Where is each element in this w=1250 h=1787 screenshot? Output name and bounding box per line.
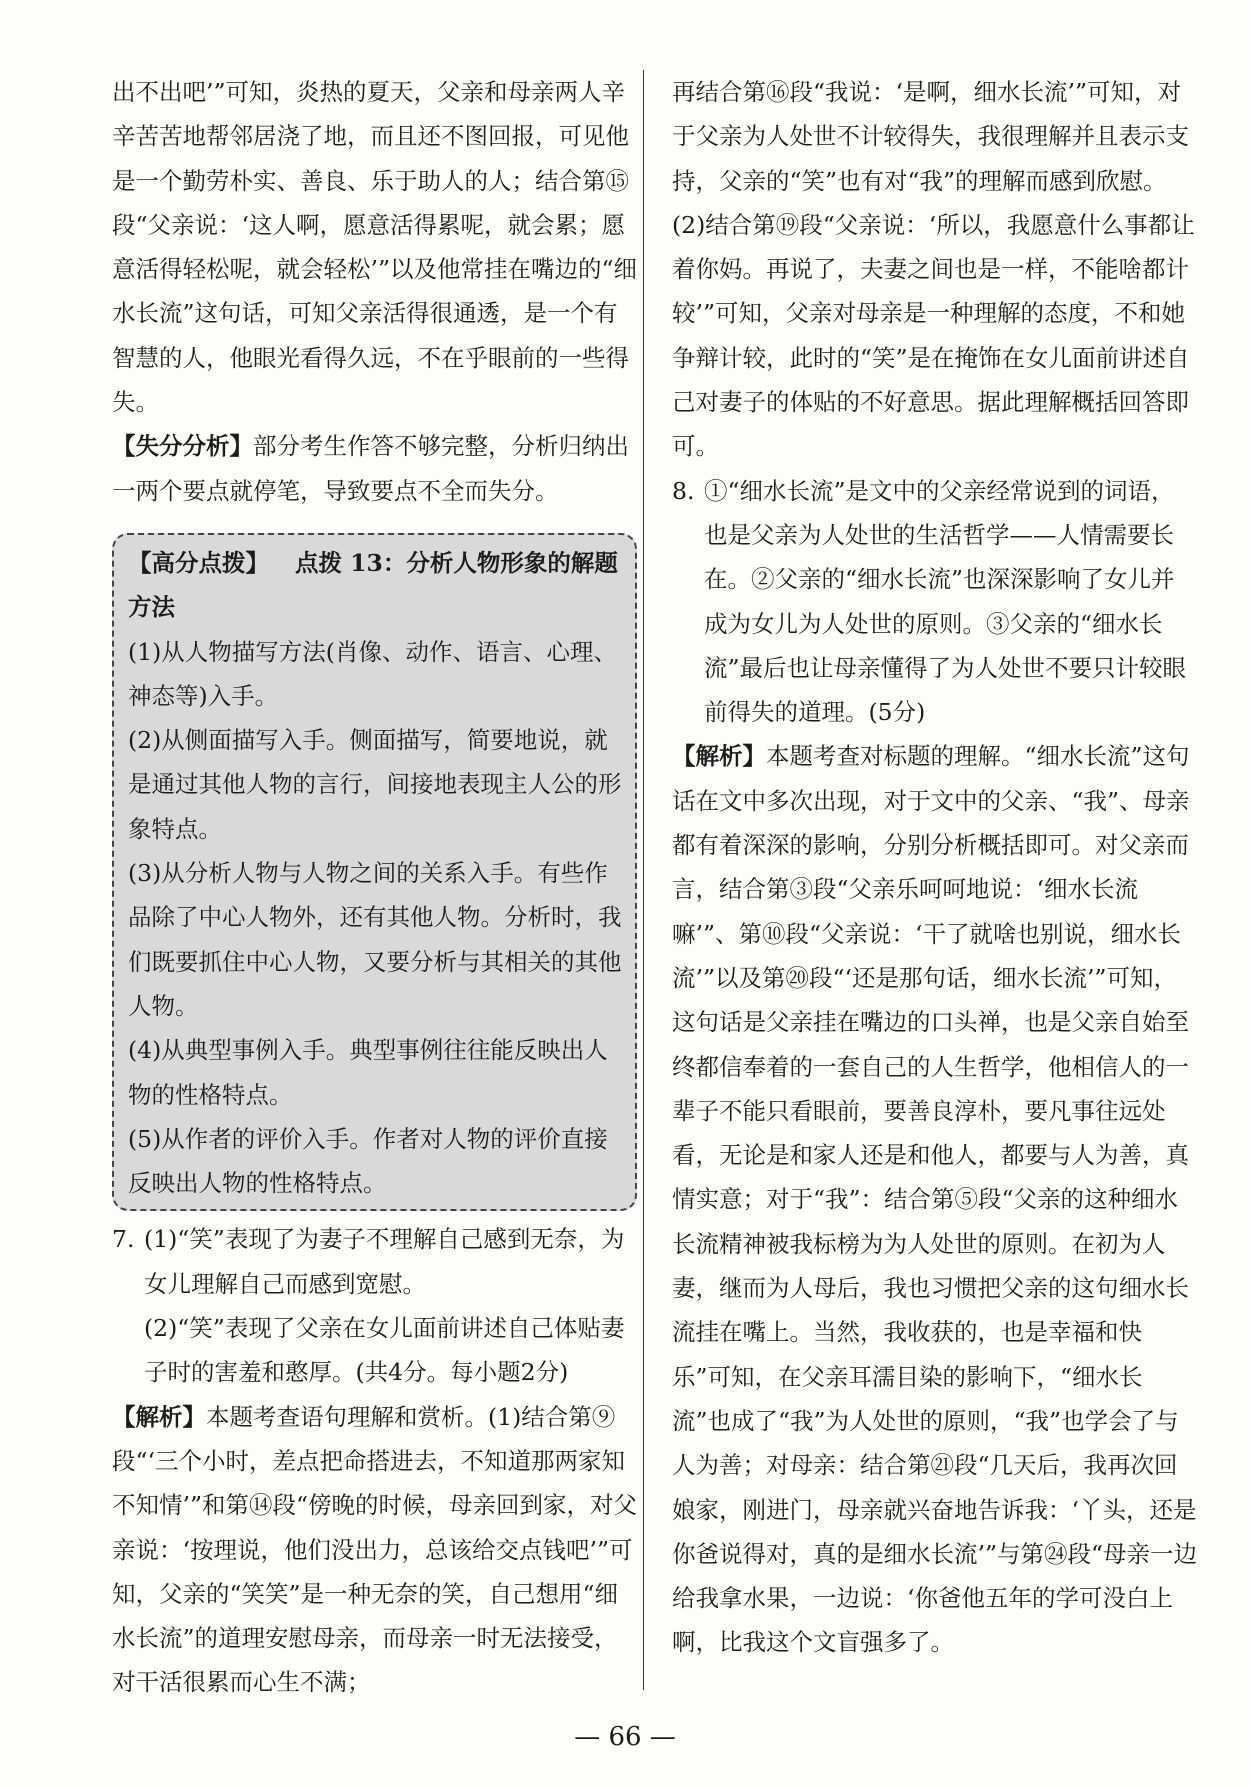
tip-item: (1)从人物描写方法(肖像、动作、语言、心理、神态等)入手。 (128, 637, 617, 710)
question-7-number: 7. (112, 1225, 135, 1254)
tip-item: (5)从作者的评价入手。作者对人物的评价直接反映出人物的性格特点。 (128, 1124, 608, 1198)
loss-analysis-text: 部分考生作答不够完整，分析归纳出一两个要点就停笔，导致要点不全而失分。 (112, 432, 629, 505)
loss-analysis (112, 424, 637, 513)
right-column (672, 70, 1197, 1665)
question-7-answer-2: (2)“笑”表现了父亲在女儿面前讲述自己体贴妻子时的害羞和憨厚。(共4分。每小题2分) (144, 1314, 625, 1387)
q6-answer-continuation: 出不出吧’”可知，炎热的夏天，父亲和母亲两人辛辛苦苦地帮邻居浇了地，而且还不图回报，可见他是一个勤劳朴实、善良、乐于助人的人；结合第⑮段“父亲说：‘这人啊，愿意活得累呢，就会累；愿意活得轻松呢，就会轻松’”以及他常挂在嘴边的“细水长流”这句话，可知父亲活得很通透，是一个有智慧的人，他眼光看得久远，不在乎眼前的一些得失。 (112, 78, 637, 417)
page-number: — 66 — (574, 1722, 676, 1752)
question-7-analysis (112, 1395, 637, 1705)
analysis-text: 本题考查语句理解和赏析。(1)结合第⑨段“‘三个小时，差点把命搭进去，不知道那两家知不知情’”和第⑭段“傍晚的时候，母亲回到家，对父亲说：‘按理说，他们没出力，总该给交点钱吧’”可知，父亲的“笑笑”是一种无奈的笑，自己想用“细水长流”的道理安慰母亲，而母亲一时无法接受，对干活很累而心生不满； (112, 1402, 637, 1697)
tip-box-title: 点拨 13：分析人物形象的解题方法 (128, 548, 618, 622)
tip-box (112, 533, 637, 1211)
tip-box-heading (128, 541, 627, 630)
column-divider (643, 70, 644, 1690)
analysis-text: 本题考查对标题的理解。“细水长流”这句话在文中多次出现，对于文中的父亲、“我”、母亲都有着深深的影响，分别分析概括即可。对父亲而言，结合第③段“父亲乐呵呵地说：‘细水长流嘛’”、第⑩段“父亲说：‘干了就啥也别说，细水长流’”以及第⑳段“‘还是那句话，细水长流’”可知，这句话是父亲挂在嘴边的口头禅，也是父亲自始至终都信奉着的一套自己的人生哲学，他相信人的一辈子不能只看眼前，要善良淳朴，要凡事往远处看，无论是和家人还是和他人，都要与人为善，真情实意；对于“我”：结合第⑤段“父亲的这种细水长流精神被我标榜为为人处世的原则。在初为人妻，继而为人母后，我也习惯把父亲的这句细水长流挂在嘴上。当然，我收获的，也是幸福和快乐”可知，在父亲耳濡目染的影响下，“细水长流”也成了“我”为人处世的原则，“我”也学会了与人为善；对母亲：结合第㉑段“几天后，我再次回娘家，刚进门，母亲就兴奋地告诉我：‘丫头，还是你爸说得对，真的是细水长流’”与第㉔段“母亲一边给我拿水果，一边说：‘你爸他五年的学可没白上啊，比我这个文盲强多了。 (672, 742, 1197, 1657)
tip-item: (2)从侧面描写入手。侧面描写，简要地说，就是通过其他人物的言行，间接地表现主人公的形象特点。 (128, 726, 622, 843)
analysis-tag: 【解析】 (672, 742, 766, 771)
loss-analysis-tag: 【失分分析】 (112, 432, 253, 461)
analysis-tag: 【解析】 (112, 1402, 206, 1431)
tip-item: (4)从典型事例入手。典型事例往往能反映出人物的性格特点。 (128, 1036, 608, 1109)
left-column (112, 70, 637, 1705)
tip-box-tag: 【高分点拨】 (128, 548, 269, 577)
question-7 (112, 1217, 637, 1394)
q7-analysis-continuation: 再结合第⑯段“我说：‘是啊，细水长流’”可知，对于父亲为人处世不计较得失，我很理解并且表示支持，父亲的“笑”也有对“我”的理解而感到欣慰。(2)结合第⑲段“父亲说：‘所以，我愿意什么事都让着你妈。再说了，夫妻之间也是一样，不能啥都计较’”可知，父亲对母亲是一种理解的态度，不和她争辩计较，此时的“笑”是在掩饰在女儿面前讲述自己对妻子的体贴的不好意思。据此理解概括回答即可。 (672, 78, 1195, 461)
question-8 (672, 469, 1197, 735)
tip-item: (3)从分析人物与人物之间的关系入手。有些作品除了中心人物外，还有其他人物。分析时，我们既要抓住中心人物，又要分析与其相关的其他人物。 (128, 859, 622, 1020)
question-8-analysis (672, 734, 1197, 1664)
question-7-answer-1: (1)“笑”表现了为妻子不理解自己感到无奈，为女儿理解自己而感到宽慰。 (144, 1225, 625, 1298)
question-8-answer: ①“细水长流”是文中的父亲经常说到的词语，也是父亲为人处世的生活哲学——人情需要长在。②父亲的“细水长流”也深深影响了女儿并成为女儿为人处世的原则。③父亲的“细水长流”最后也让母亲懂得了为人处世不要只计较眼前得失的道理。(5分) (704, 476, 1187, 727)
question-8-number: 8. (672, 476, 695, 505)
